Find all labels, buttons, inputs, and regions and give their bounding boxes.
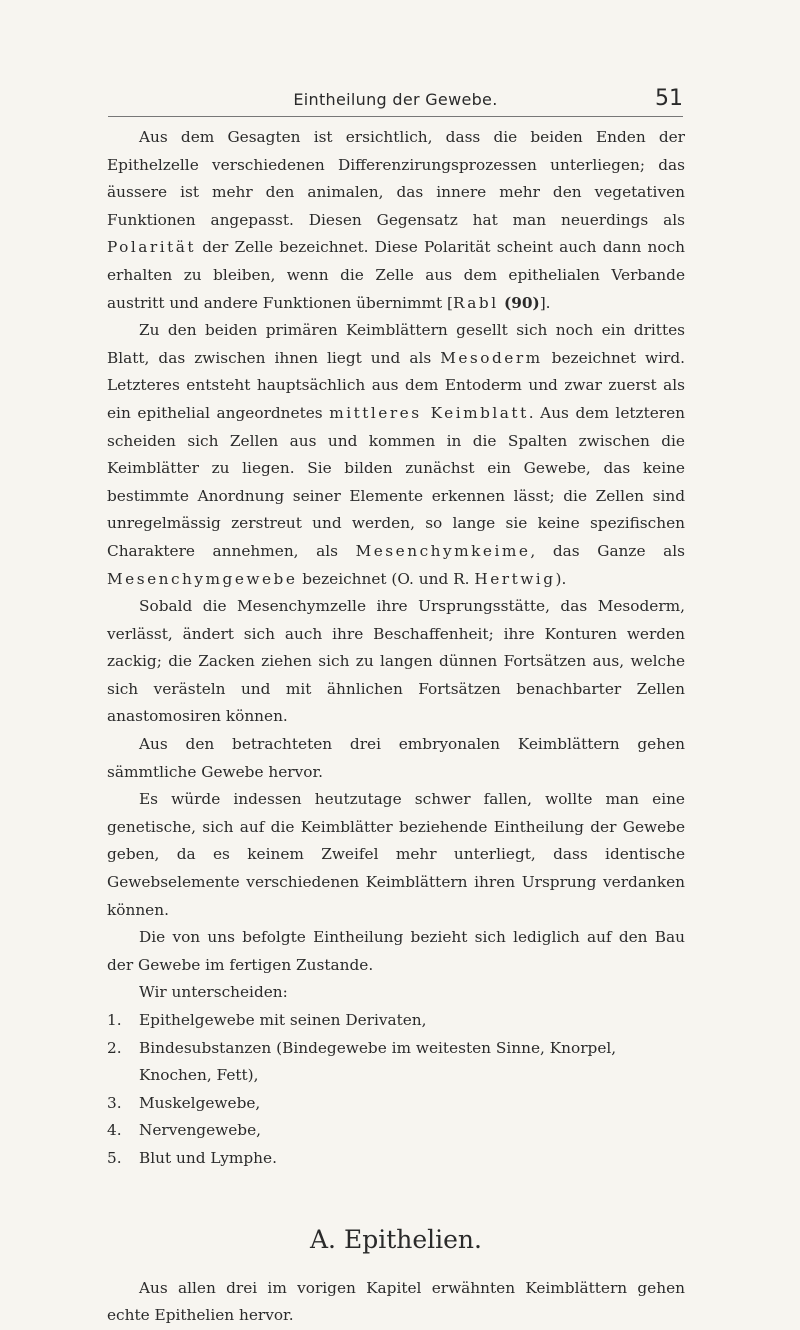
list-text: Bindesubstanzen (Bindegewebe im weitesten Sinne, Knorpel, Knochen, Fett), [139,1038,617,1085]
list-item [107,1035,685,1090]
text-run: ]. [539,293,551,312]
paragraph-polaritaet [107,124,685,317]
emphasized-term: mittleres Keimblatt [329,403,529,422]
text-run: der Zelle bezeichnet. Diese Polarität scheint auch dann noch erhalten zu bleiben, wenn die Zelle aus dem epithelialen Verbande austritt und andere Funktionen übernimmt [ [107,238,685,312]
list-item [107,1117,685,1145]
list-item [107,1007,685,1035]
text-run: bezeichnet wird. Letzteres entsteht hauptsächlich aus dem Entoderm und zwar zuerst als ein epithelial angeordnetes [107,348,685,422]
text-run: Aus dem Gesagten ist ersichtlich, dass die beiden Enden der Epithelzelle verschiedenen Differenzirungsprozessen unterliegen; das äussere ist mehr den animalen, das innere mehr den vegetativen Funktionen angepasst. Diesen Gegensatz hat man neuerdings als [107,128,685,229]
citation-ref: (90) [498,293,540,312]
list-number: 1. [107,1011,122,1029]
section-heading: A. Epithelien. [310,1224,482,1254]
running-title: Eintheilung der Gewebe. [293,90,498,109]
page-body [107,124,685,1330]
emphasized-term: Mesenchymgewebe [107,569,298,588]
list-text: Muskelgewebe, [139,1093,261,1112]
author-name: Hertwig [474,569,556,588]
text-run: ). [555,569,567,588]
emphasized-term: Mesenchymkeime [355,541,531,560]
emphasized-term: Mesoderm [440,348,543,367]
list-number: 4. [107,1121,122,1140]
text-run: . Aus dem letzteren scheiden sich Zellen aus und kommen in die Spalten zwischen die Keimblätter zu liegen. Sie bilden zunächst ein Gewebe, das keine bestimmte Anordnung seiner Elemente erkennen lässt; die Zellen sind unregelmässig zerstreut und werden, so lange sie keine spezifischen Charaktere annehmen, als [107,403,685,560]
text-run: , das Ganze als [530,541,685,560]
text-run: bezeichnet (O. und R. [297,569,475,588]
emphasized-term: Polarität [107,238,197,257]
list-item [107,1090,685,1118]
author-name: Rabl [452,293,499,312]
paragraph-mesenchymzelle: Sobald die Mesenchymzelle ihre Ursprungsstätte, das Mesoderm, verlässt, ändert sich auch ihre Beschaffenheit; ihre Konturen werden zackig; die Zacken ziehen sich zu langen dünnen Fortsätzen aus, welche sich verästeln und mit ähnlichen Fortsätzen benachbarter Zellen anastomosiren können. [107,597,685,726]
list-number: 5. [107,1148,122,1167]
paragraph-genetische-eintheilung: Es würde indessen heutzutage schwer fallen, wollte man eine genetische, sich auf die Keimblätter beziehende Eintheilung der Gewebe geben, da es keinem Zweifel mehr unterliegt, dass identische Gewebselemente verschiedenen Keimblättern ihren Ursprung verdanken können. [107,790,685,919]
running-header [108,88,683,117]
paragraph-keimblaetter: Aus den betrachteten drei embryonalen Keimblättern gehen sämmtliche Gewebe hervor. [107,735,685,781]
list-number: 3. [107,1093,122,1112]
page-number: 51 [655,86,683,111]
paragraph-unterscheiden: Wir unterscheiden: [139,983,288,1002]
list-text: Blut und Lymphe. [139,1148,277,1167]
paragraph-epithelien: Aus allen drei im vorigen Kapitel erwähnten Keimblättern gehen echte Epithelien hervor. [107,1278,685,1325]
list-number: 2. [107,1038,122,1057]
list-item [107,1145,685,1173]
paragraph-bau-der-gewebe: Die von uns befolgte Eintheilung bezieht sich lediglich auf den Bau der Gewebe im fertigen Zustande. [107,928,685,974]
tissue-list [107,1007,685,1173]
paragraph-mesoderm [107,317,685,593]
list-text: Nervengewebe, [139,1121,261,1140]
text-run: Zu den beiden primären Keimblättern gesellt sich noch ein drittes Blatt, das zwischen ihnen liegt und als [107,321,685,367]
list-text: Epithelgewebe mit seinen Derivaten, [139,1011,427,1029]
